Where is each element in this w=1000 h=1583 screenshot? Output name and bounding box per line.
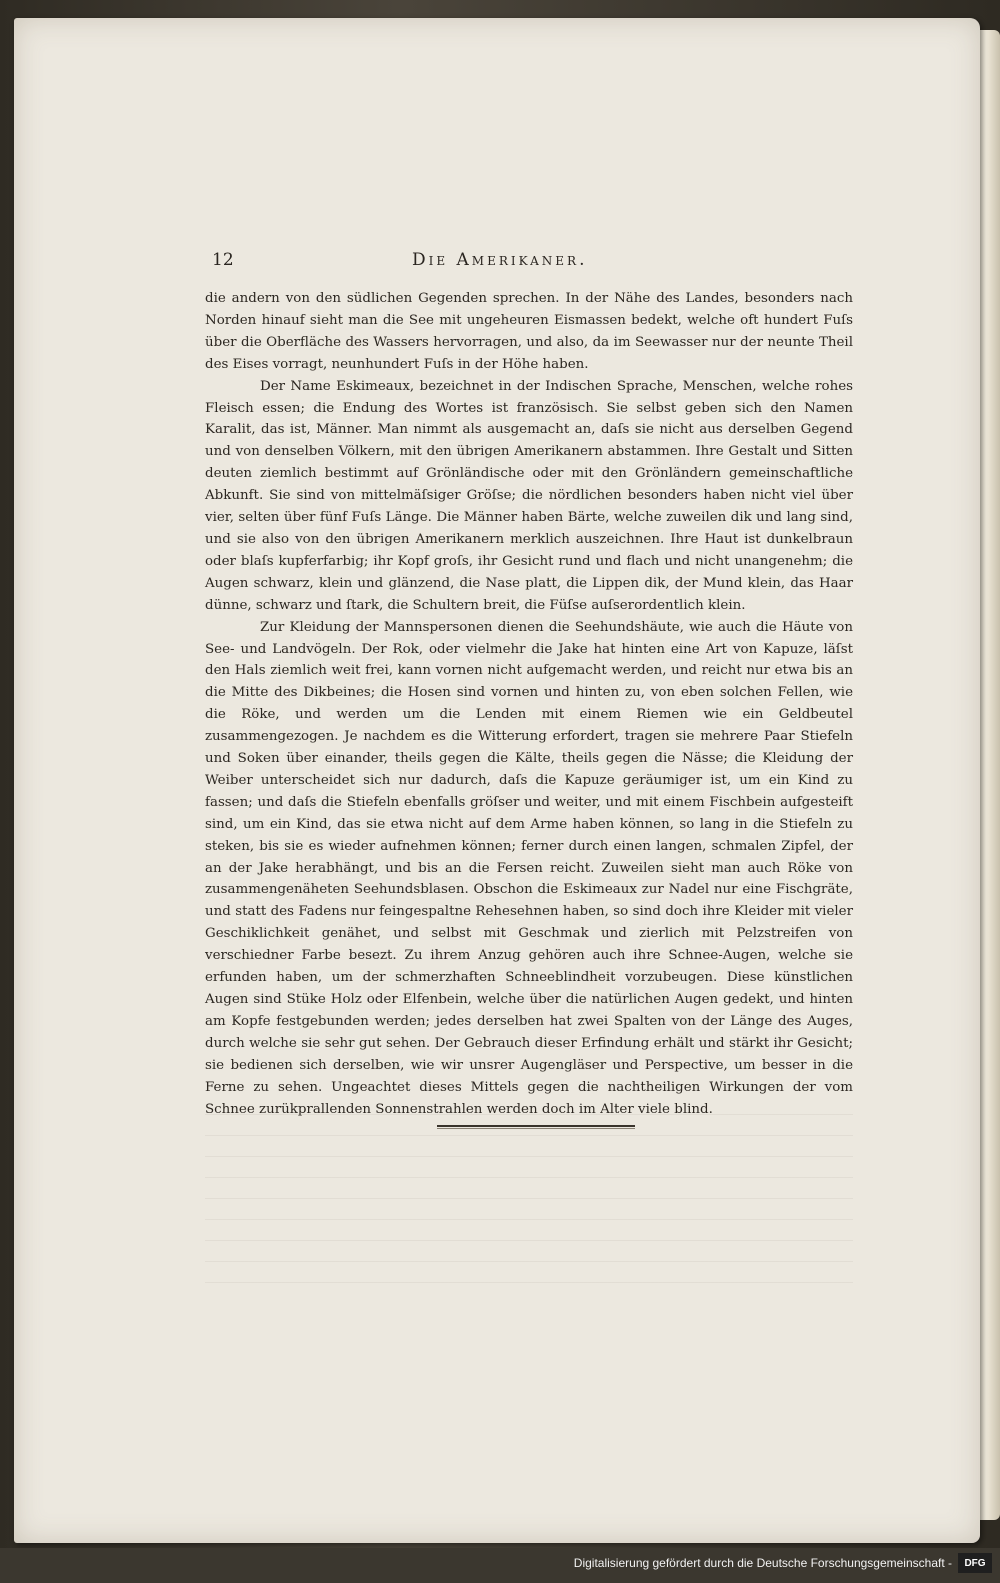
page-header bbox=[212, 250, 852, 280]
paragraph-2: Der Name Eskimeaux, bezeichnet in der Indischen Sprache, Menschen, welche rohes Fleisch essen; die Endung des Wortes ist französisch. Sie selbst geben sich den Namen Karalit, das ist, Männer. Man nimmt als ausgemacht an, daſs sie nicht aus derselben Gegend und von denselben Völkern, mit den übrigen Amerikanern abstammen. Ihre Gestalt und Sitten deuten ziemlich bestimmt auf Grönländische oder mit den Grönländern gemeinschaftliche Abkunft. Sie sind von mittelmäſsiger Gröſse; die nördlichen besonders haben nicht viel über vier, selten über fünf Fuſs Länge. Die Männer haben Bärte, welche zuweilen dik und lang sind, und sie also von den übrigen Amerikanern merklich auszeichnen. Ihre Haut ist dunkelbraun oder blaſs kupferfarbig; ihr Kopf groſs, ihr Gesicht rund und flach und nicht unangenehm; die Augen schwarz, klein und glänzend, die Nase platt, die Lippen dik, der Mund klein, das Haar dünne, schwarz und ſtark, die Schultern breit, die Füſse auſserordentlich klein. bbox=[205, 378, 853, 613]
footer-credit: Digitalisierung gefördert durch die Deutsche Forschungsgemeinschaft - bbox=[573, 1556, 952, 1570]
page-number: 12 bbox=[212, 250, 234, 270]
paragraph-1: die andern von den südlichen Gegenden sprechen. In der Nähe des Landes, besonders nach Norden hinauf sieht man die See mit ungeheuren Eismassen bedekt, welche oft hundert Fuſs über die Oberfläche des Wassers hervorragen, und also, da im Seewasser nur der neunte Theil des Eises vorragt, neunhundert Fuſs in der Höhe haben. bbox=[205, 291, 853, 372]
dfg-logo: DFG bbox=[958, 1553, 992, 1573]
page-text bbox=[205, 288, 853, 1120]
paragraph-3: Zur Kleidung der Mannspersonen dienen die Seehundshäute, wie auch die Häute von See- und Landvögeln. Der Rok, oder vielmehr die Jake hat hinten eine Art von Kapuze, läſst den Hals ziemlich weit frei, kann vornen nicht aufgemacht werden, und reicht nur etwa bis an die Mitte des Dikbeines; die Hosen sind vornen und hinten zu, von eben solchen Fellen, wie die Röke, und werden um die Lenden mit einem Riemen wie ein Geldbeutel zusammengezogen. Je nachdem es die Witterung erfordert, tragen sie mehrere Paar Stiefeln und Soken über einander, theils gegen die Kälte, theils gegen die Nässe; die Kleidung der Weiber unterscheidet sich nur dadurch, daſs die Kapuze geräumiger ist, um ein Kind zu fassen; und daſs die Stiefeln ebenfalls gröſser und weiter, und mit einem Fischbein aufgesteift sind, um ein Kind, das sie etwa nicht auf dem Arme haben können, so lang in die Stiefeln zu steken, bis sie es wieder aufnehmen können; ferner durch einen langen, schmalen Zipfel, der an der Jake herabhängt, und bis an die Fersen reicht. Zuweilen sieht man auch Röke von zusammengenäheten Seehundsblasen. Obschon die Eskimeaux zur Nadel nur eine Fischgräte, und statt des Fadens nur feingespaltne Rehesehnen haben, so sind doch ihre Kleider mit vieler Geschiklichkeit genähet, und selbst mit Geschmak und zierlich mit Pelzstreifen von verschiedner Farbe besezt. Zu ihrem Anzug gehören auch ihre Schnee-Augen, welche sie erfunden haben, um der schmerzhaften Schneeblindheit vorzubeugen. Diese künstlichen Augen sind Stüke Holz oder Elfenbein, welche über die natürlichen Augen gedekt, und hinten am Kopfe festgebunden werden; jedes derselben hat zwei Spalten von der Länge des Auges, durch welche sie sehr gut sehen. Der Gebrauch dieser Erfindung erhält und stärkt ihr Gesicht; sie bedienen sich derselben, wie wir unsrer Augengläser und Perspective, um besser in die Ferne zu sehen. Ungeachtet dieses Mittels gegen die nachtheiligen Wirkungen der vom Schnee zurükprallenden Sonnenstrahlen werden doch im Alter viele blind. bbox=[205, 619, 853, 1117]
running-head: Die Amerikaner. bbox=[412, 250, 588, 270]
section-end-rule bbox=[437, 1125, 635, 1127]
